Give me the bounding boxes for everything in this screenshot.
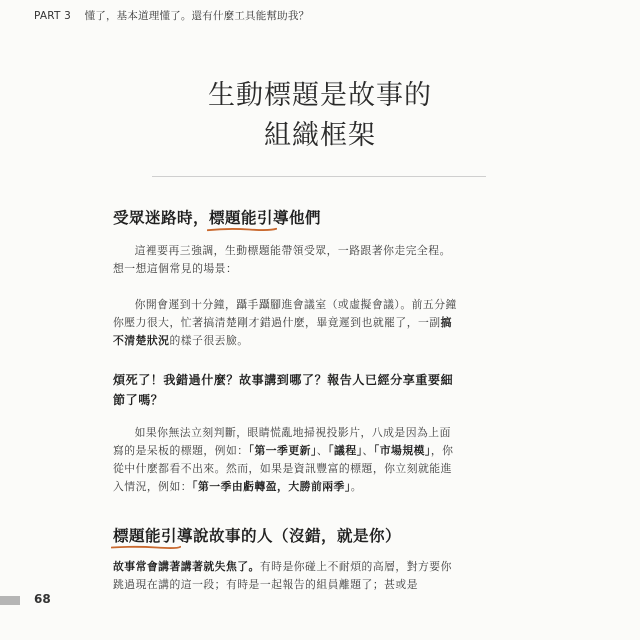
paragraph-4 [113, 558, 458, 594]
section-heading-1-emphasis [209, 206, 321, 228]
section-heading-1-prefix: 受眾迷路時， [113, 209, 210, 227]
paragraph-4-text [113, 558, 458, 594]
paragraph-1-text: 這裡要再三強調，生動標題能帶領受眾，一路跟著你走完全程。想一想這個常見的場景： [113, 244, 451, 275]
example-title-q1-update: 「第一季更新」 [248, 444, 317, 457]
title-divider [152, 176, 486, 177]
section-heading-2 [113, 524, 401, 546]
pullquote-text: 煩死了！我錯過什麼？故事講到哪了？報告人已經分享重要細節了嗎？ [113, 373, 454, 407]
section-heading-2-suffix: （沒錯，就是你） [273, 527, 402, 545]
pullquote [113, 370, 458, 410]
chapter-title: 懂了，基本道理懂了。還有什麼工具能幫助我？ [84, 10, 310, 22]
paragraph-3 [113, 424, 458, 496]
paragraph-3-sep-2: 、 [362, 444, 374, 457]
paragraph-4-rest: 有時是你碰上不耐煩的高層，對方要你跳過現在講的這一段；有時是一起報告的組員離題了；甚或是 [113, 560, 452, 591]
section-heading-1 [113, 206, 321, 228]
example-title-market-size: 「市場規模」 [373, 444, 431, 457]
brush-underline [207, 226, 277, 233]
paragraph-1 [113, 242, 458, 278]
running-header [34, 8, 309, 23]
brush-underline [111, 544, 181, 551]
paragraph-3-part-g: ，你從中什麼都看不出來。然而，如果是資訊豐富的標題，你立刻就能進入情況，例如： [113, 444, 454, 493]
paragraph-3-end: 。 [350, 480, 363, 493]
part-label: PART 3 [34, 10, 72, 22]
section-heading-2-emphasis [113, 524, 273, 546]
paragraph-3-text [113, 424, 458, 496]
page-title-line-1: 生動標題是故事的 [208, 80, 432, 111]
page-title [0, 76, 640, 156]
page-title-line-2: 組織框架 [264, 120, 376, 151]
footer-tab-marker [0, 596, 20, 605]
paragraph-2-part-c: 的樣子很丟臉。 [169, 334, 249, 347]
paragraph-3-part-a: 如果你無法立刻判斷，眼睛慌亂地掃視投影片，八成是因為上面寫的是呆板的標題，例如： [113, 426, 451, 457]
paragraph-2-bold: 搞不清楚狀況 [113, 316, 452, 347]
example-title-turnaround: 「第一季由虧轉盈，大勝前兩季」 [192, 480, 351, 493]
paragraph-2-part-a: 你開會遲到十分鐘，躡手躡腳進會議室（或虛擬會議）。前五分鐘你壓力很大，忙著搞清楚剛才錯過什麼，畢竟遲到也就罷了，一副 [113, 298, 457, 329]
section-heading-1-emphasis-text: 標題能引導他們 [209, 209, 322, 227]
section-heading-2-emphasis-text: 標題能引導說故事的人 [113, 527, 274, 545]
paragraph-4-bold: 故事常會講著講著就失焦了。 [113, 560, 260, 573]
example-title-agenda: 「議程」 [328, 444, 363, 457]
paragraph-2 [113, 296, 458, 350]
paragraph-3-sep-1: 、 [316, 444, 329, 457]
paragraph-2-text [113, 296, 458, 350]
page-number: 68 [34, 592, 51, 606]
